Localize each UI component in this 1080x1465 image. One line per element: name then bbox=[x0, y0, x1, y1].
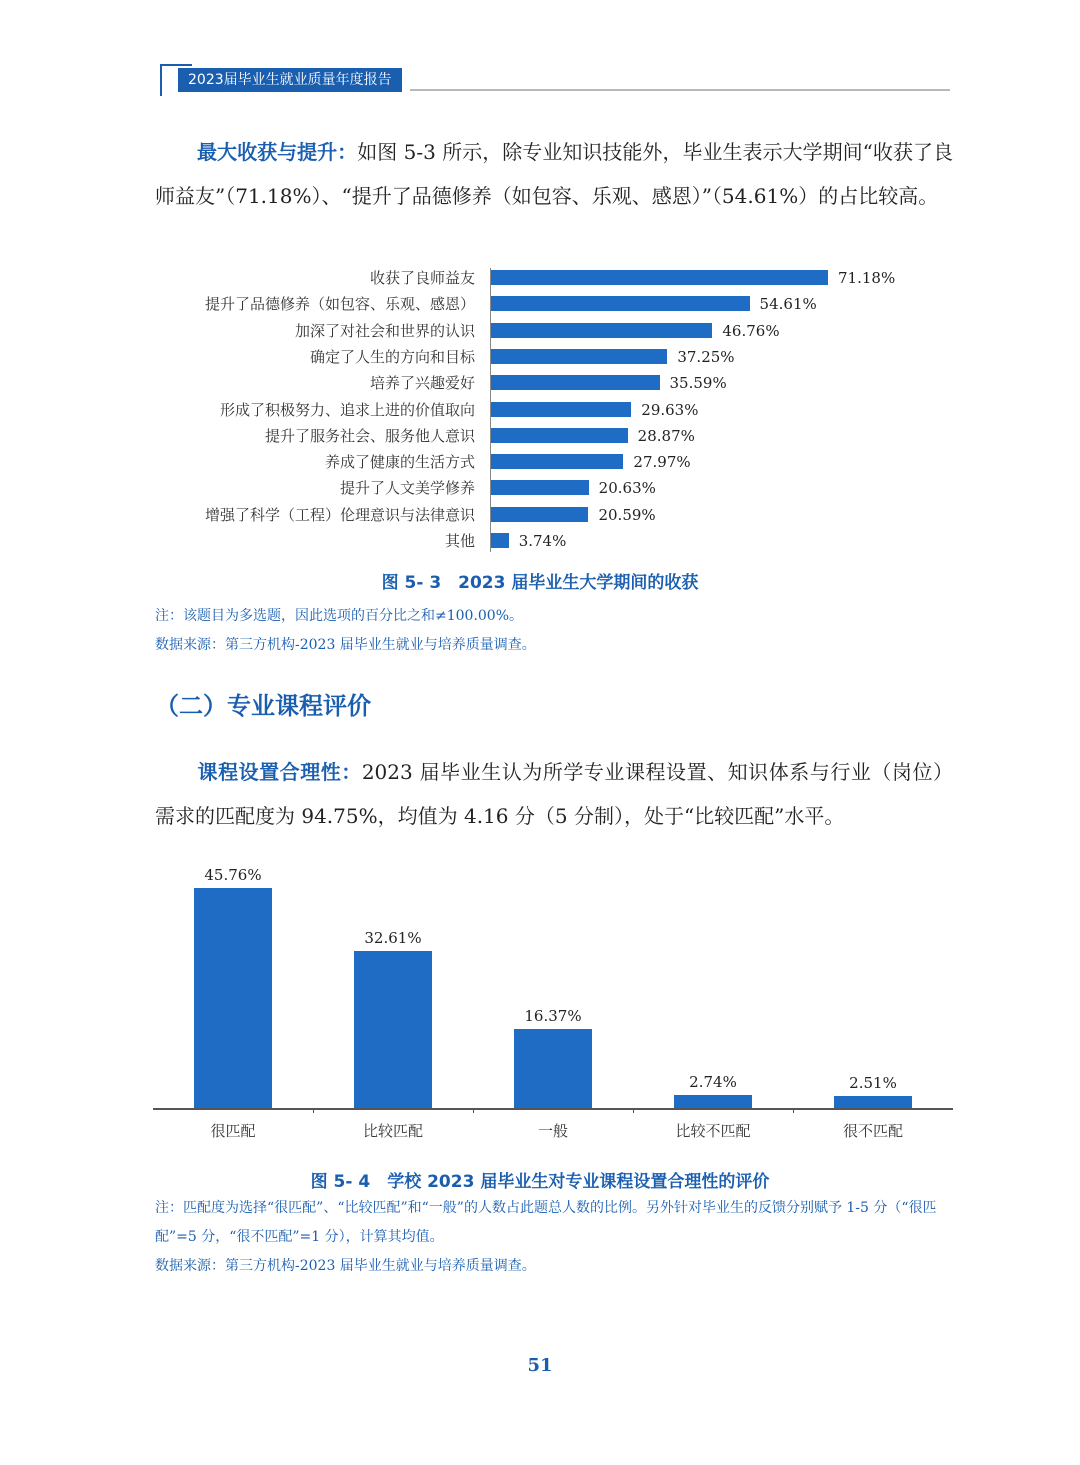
bar bbox=[491, 480, 589, 495]
header-title: 2023届毕业生就业质量年度报告 bbox=[178, 68, 402, 92]
bar-value-label: 16.37% bbox=[524, 1007, 582, 1026]
paragraph-harvest bbox=[155, 130, 953, 218]
bar-category-label: 很匹配 bbox=[210, 1122, 256, 1140]
bar-category-label: 形成了积极努力、追求上进的价值取向 bbox=[219, 400, 475, 419]
bar-row bbox=[150, 397, 950, 423]
figure-source: 数据来源：第三方机构-2023 届毕业生就业与培养质量调查。 bbox=[155, 1258, 536, 1274]
bar-category-label: 确定了人生的方向和目标 bbox=[309, 347, 475, 366]
bar bbox=[491, 375, 660, 390]
figure-caption-5-4: 图 5- 4 学校 2023 届毕业生对专业课程设置合理性的评价 bbox=[310, 1172, 770, 1192]
bar-value-label: 3.74% bbox=[518, 532, 567, 550]
bar bbox=[491, 454, 623, 469]
bar-row bbox=[150, 344, 950, 370]
bar-category-label: 加深了对社会和世界的认识 bbox=[294, 321, 475, 340]
bar-value-label: 35.59% bbox=[669, 374, 727, 393]
bar-category-label: 比较不匹配 bbox=[675, 1122, 751, 1140]
bar-value-label: 27.97% bbox=[633, 453, 691, 472]
bar bbox=[514, 1029, 592, 1108]
bar bbox=[491, 270, 828, 285]
bar-row bbox=[150, 502, 950, 528]
page-header bbox=[160, 64, 950, 98]
figure-source: 数据来源：第三方机构-2023 届毕业生就业与培养质量调查。 bbox=[155, 637, 536, 653]
bar-category-label: 养成了健康的生活方式 bbox=[324, 453, 475, 472]
paragraph-text: 2023 届毕业生认为所学专业课程设置、知识体系与行业（岗位）需求的匹配度为 94.75%，均值为 4.16 分（5 分制），处于“比较匹配”水平。 bbox=[155, 760, 954, 828]
bar bbox=[491, 402, 631, 417]
bar-value-label: 29.63% bbox=[641, 400, 699, 419]
bar-value-label: 71.18% bbox=[838, 269, 896, 287]
course-match-bar-chart bbox=[153, 860, 953, 1150]
bar bbox=[491, 507, 588, 522]
bar-value-label: 20.63% bbox=[598, 479, 656, 498]
paragraph-text: 如图 5-3 所示，除专业知识技能外，毕业生表示大学期间“收获了良师益友”（71.18%）、“提升了品德修养（如包容、乐观、感恩）”（54.61%）的占比较高。 bbox=[155, 140, 953, 208]
bar-category-label: 其他 bbox=[444, 532, 475, 550]
bar-category-label: 提升了人文美学修养 bbox=[339, 479, 475, 498]
bar-value-label: 2.51% bbox=[849, 1073, 897, 1092]
bar-category-label: 收获了良师益友 bbox=[369, 269, 475, 287]
chart-axis bbox=[153, 1108, 953, 1110]
bar-value-label: 28.87% bbox=[637, 426, 695, 445]
section-heading: （二）专业课程评价 bbox=[155, 692, 371, 720]
bar-category-label: 提升了品德修养（如包容、乐观、感恩） bbox=[204, 295, 475, 314]
axis-tick bbox=[633, 1108, 634, 1113]
page-number: 51 bbox=[527, 1355, 553, 1376]
paragraph-course bbox=[155, 750, 953, 838]
bar-row bbox=[150, 370, 950, 396]
bar-value-label: 45.76% bbox=[204, 866, 262, 884]
bar bbox=[491, 323, 712, 338]
bar-category-label: 一般 bbox=[537, 1122, 568, 1140]
bar-row bbox=[150, 449, 950, 475]
bar-row bbox=[150, 265, 950, 291]
bar-category-label: 比较匹配 bbox=[362, 1122, 423, 1140]
bar-value-label: 32.61% bbox=[364, 929, 422, 948]
bar-row bbox=[150, 423, 950, 449]
bar bbox=[834, 1096, 912, 1108]
bar-category-label: 培养了兴趣爱好 bbox=[369, 374, 475, 393]
bar-category-label: 增强了科学（工程）伦理意识与法律意识 bbox=[204, 505, 475, 524]
paragraph-keyword: 课程设置合理性： bbox=[197, 760, 362, 784]
bar bbox=[491, 349, 667, 364]
bar-row bbox=[150, 291, 950, 317]
bar-row bbox=[150, 318, 950, 344]
bar-row bbox=[150, 528, 950, 554]
bar-row bbox=[150, 475, 950, 501]
bar bbox=[354, 951, 432, 1108]
header-rule bbox=[410, 89, 950, 91]
bar-value-label: 54.61% bbox=[759, 295, 817, 314]
axis-tick bbox=[313, 1108, 314, 1113]
figure-caption-5-3: 图 5- 3 2023 届毕业生大学期间的收获 bbox=[381, 573, 699, 593]
bar-value-label: 20.59% bbox=[598, 505, 656, 524]
harvest-bar-chart bbox=[150, 262, 950, 552]
paragraph-keyword: 最大收获与提升： bbox=[197, 140, 358, 164]
bar bbox=[674, 1095, 752, 1108]
bar bbox=[491, 296, 750, 311]
figure-note: 注：该题目为多选题，因此选项的百分比之和≠100.00%。 bbox=[155, 608, 524, 624]
bar-category-label: 很不匹配 bbox=[842, 1122, 903, 1140]
bar bbox=[491, 533, 509, 548]
figure-note: 注：匹配度为选择“很匹配”、“比较匹配”和“一般”的人数占此题总人数的比例。另外针对毕业生的反馈分别赋予 1-5 分（“很匹配”=5 分，“很不匹配”=1 分），计算其均值。 bbox=[155, 1200, 937, 1245]
axis-tick bbox=[473, 1108, 474, 1113]
bar-category-label: 提升了服务社会、服务他人意识 bbox=[264, 426, 475, 445]
bar bbox=[491, 428, 628, 443]
axis-tick bbox=[793, 1108, 794, 1113]
bar-value-label: 46.76% bbox=[722, 321, 780, 340]
bar-value-label: 2.74% bbox=[689, 1072, 737, 1091]
bar bbox=[194, 888, 272, 1108]
bar-value-label: 37.25% bbox=[677, 347, 735, 366]
